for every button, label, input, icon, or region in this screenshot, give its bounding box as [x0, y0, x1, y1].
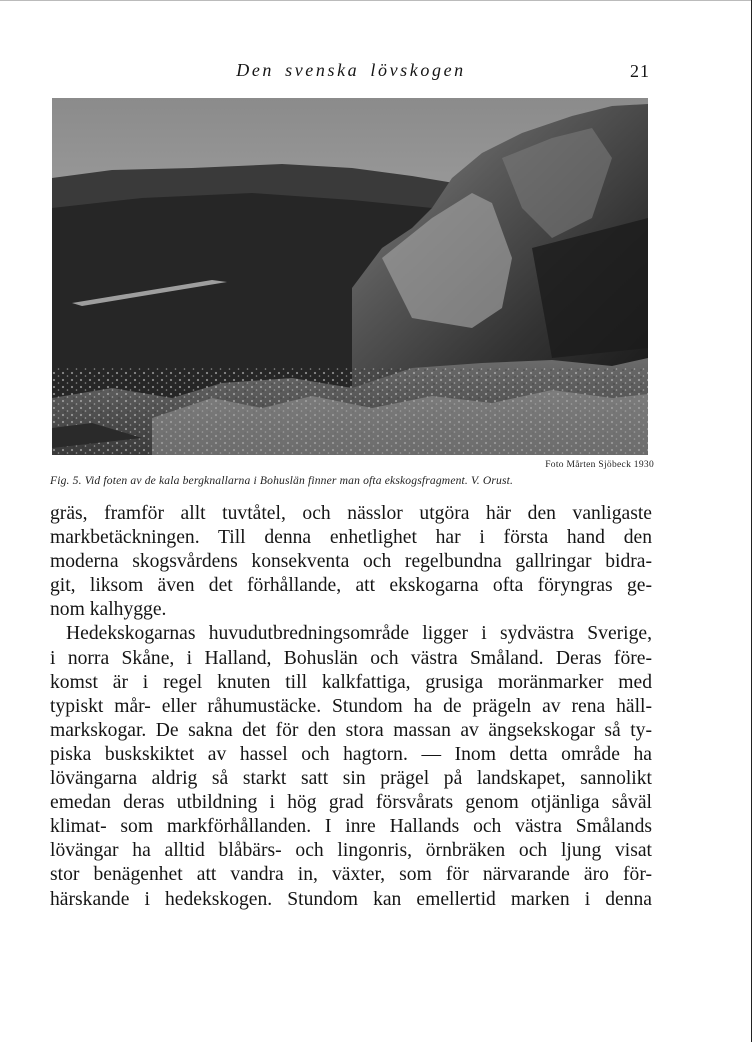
text-line: gräs, framför allt tuvtåtel, och nässlor utgöra här den vanligaste: [50, 503, 652, 524]
text-line: markbetäckningen. Till denna enhetlighet har i första hand den: [50, 527, 652, 549]
text-line: markskogar. De sakna det för den stora massan av ängsekskogar så ty-: [50, 719, 652, 741]
text-line: komst är i regel knuten till kalkfattiga, grusiga moränmarker med: [50, 671, 652, 693]
photo-credit: Foto Mårten Sjöbeck 1930: [545, 460, 654, 470]
figure-caption: Fig. 5. Vid foten av de kala bergknallarna i Bohuslän finner man ofta ekskogsfragment. V. Orust.: [50, 474, 514, 487]
running-head: [50, 60, 652, 86]
landscape-photo: [52, 98, 648, 455]
running-title: Den svenska lövskogen: [236, 60, 466, 80]
text-line: git, liksom även det förhållande, att ekskogarna ofta föryngras ge-: [50, 575, 652, 597]
text-line: Hedekskogarnas huvudutbredningsområde ligger i sydvästra Sverige,: [66, 623, 652, 645]
page-number: 21: [630, 61, 650, 81]
text-line: emedan deras utbildning i hög grad försvårats genom otjänliga såväl: [50, 792, 652, 814]
text-line: nom kalhygge.: [50, 599, 167, 621]
text-line: härskande i hedekskogen. Stundom kan emellertid marken i denna: [50, 888, 652, 910]
text-line: i norra Skåne, i Halland, Bohuslän och västra Småland. Deras före-: [50, 647, 652, 669]
text-line: piska buskskiktet av hassel och hagtorn. — Inom detta område ha: [50, 743, 652, 765]
text-line: lövängar ha alltid blåbärs- och lingonris, örnbräken och ljung visat: [50, 840, 652, 862]
text-line: typiskt mår- eller råhumustäcke. Stundom ha de prägeln av rena häll-: [50, 695, 652, 717]
text-line: stor benägenhet att vandra in, växter, som för närvarande äro för-: [50, 864, 652, 886]
text-line: klimat- som markförhållanden. I inre Hallands och västra Smålands: [50, 816, 652, 838]
text-line: lövängarna aldrig så starkt satt sin prägel på landskapet, sannolikt: [50, 768, 652, 790]
text-line: moderna skogsvårdens konsekventa och regelbundna gallringar bidra-: [50, 551, 652, 573]
body-text: [50, 502, 652, 912]
page-top-edge: [0, 0, 752, 1]
